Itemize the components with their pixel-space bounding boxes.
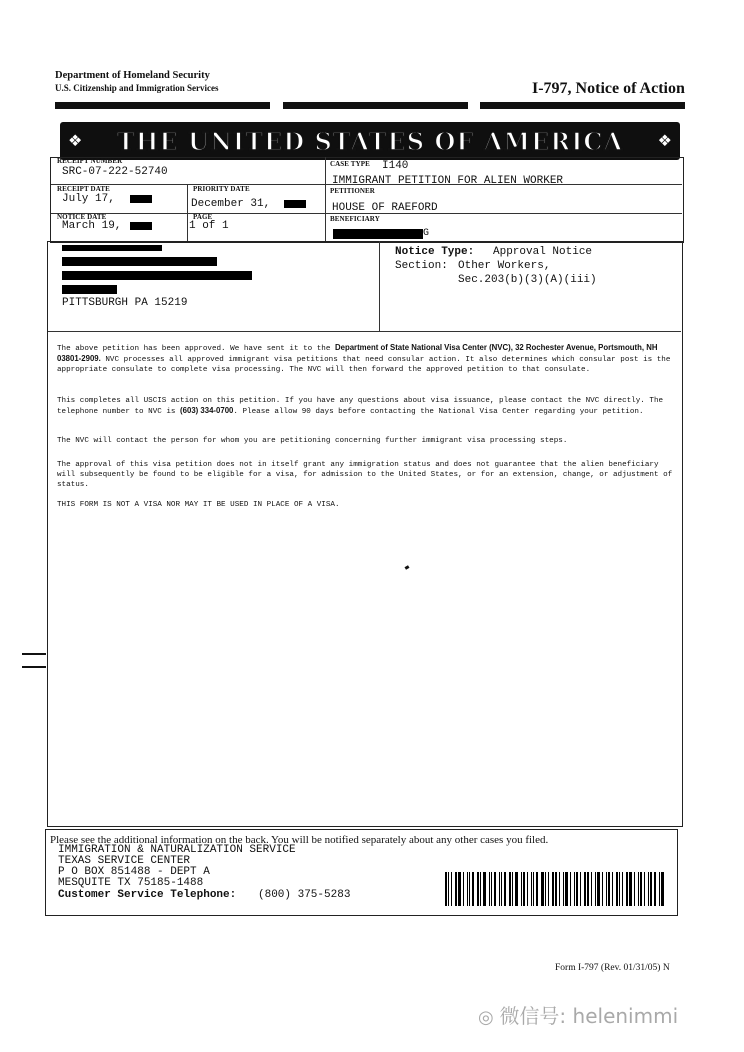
barcode-bar <box>480 872 481 906</box>
barcode <box>445 872 667 906</box>
case-type-description: IMMIGRANT PETITION FOR ALIEN WORKER <box>332 175 564 187</box>
barcode-bar <box>512 872 513 906</box>
watermark <box>478 1000 678 1029</box>
address-divider <box>379 241 380 331</box>
barcode-bar <box>574 872 575 906</box>
barcode-bar <box>533 872 534 906</box>
paragraph-not-a-visa: THIS FORM IS NOT A VISA NOR MAY IT BE USED IN PLACE OF A VISA. <box>57 501 340 509</box>
notice-body <box>47 241 683 827</box>
return-address-line-4: MESQUITE TX 75185-1488 <box>58 877 204 889</box>
petitioner-label: PETITIONER <box>330 187 375 195</box>
notice-date-value: March 19, <box>62 220 122 232</box>
barcode-bar <box>619 872 620 906</box>
receipt-number-value: SRC-07-222-52740 <box>62 166 168 178</box>
barcode-bar <box>565 872 568 906</box>
customer-service-label: Customer Service Telephone: <box>58 889 237 901</box>
paragraph-approval-text-b: NVC processes all approved immigrant visa petitions that need consular action. It also determines which consular post is the appropriate consulate to complete visa processing. The NVC will then forward the approved petition to that consulate. <box>57 356 671 374</box>
barcode-bar <box>494 872 496 906</box>
nvc-address: Department of State National Visa Center (NVC), 32 Rochester Avenue, Portsmouth, NH 03801-2909. <box>57 343 658 363</box>
redaction <box>130 222 152 230</box>
barcode-bar <box>469 872 470 906</box>
barcode-bar <box>629 872 632 906</box>
barcode-bar <box>541 872 544 906</box>
notice-date-label: NOTICE DATE <box>57 213 107 221</box>
banner-ornament-right-icon: ❖ <box>657 133 672 150</box>
barcode-bar <box>661 872 664 906</box>
barcode-bar <box>595 872 596 906</box>
barcode-bar <box>612 872 613 906</box>
page-value: 1 of 1 <box>189 220 229 232</box>
address-city-line: PITTSBURGH PA 15219 <box>62 297 188 309</box>
section-label: Section: <box>395 260 448 272</box>
paragraph-nvc-contact: The NVC will contact the person for whom you are petitioning concerning further immigrant visa processing steps. <box>57 437 568 445</box>
barcode-bar <box>531 872 532 906</box>
agency-name: Department of Homeland Security <box>55 70 210 81</box>
barcode-bar <box>591 872 592 906</box>
header-rule-middle <box>283 102 468 109</box>
petitioner-value: HOUSE OF RAEFORD <box>332 202 438 214</box>
notice-type-label: Notice Type: <box>395 246 475 258</box>
redaction <box>62 285 117 294</box>
barcode-bar <box>640 872 642 906</box>
case-type-label: CASE TYPE <box>330 160 370 168</box>
receipt-date-value: July 17, <box>62 193 115 205</box>
paragraph-approval-text-a: The above petition has been approved. We have sent it to the <box>57 345 335 353</box>
return-address-line-3: P O BOX 851488 - DEPT A <box>58 866 210 878</box>
barcode-bar <box>644 872 645 906</box>
barcode-bar <box>608 872 610 906</box>
barcode-bar <box>491 872 492 906</box>
fold-mark <box>22 666 46 668</box>
barcode-bar <box>648 872 649 906</box>
paragraph-approval <box>57 343 677 375</box>
barcode-bar <box>527 872 528 906</box>
barcode-bar <box>451 872 452 906</box>
paragraph-uscis-text-b: . Please allow 90 days before contacting the National Visa Center regarding your petition. <box>233 408 644 416</box>
footer-note: Please see the additional information on the back. You will be notified separately about any other cases you filed. <box>50 834 549 846</box>
receipt-number-label: RECEIPT NUMBER <box>57 157 123 165</box>
redaction <box>62 245 162 251</box>
notice-type-value: Approval Notice <box>493 246 593 258</box>
priority-date-value: December 31, <box>191 198 271 210</box>
grid-col-divider-main <box>325 157 326 241</box>
form-revision: Form I-797 (Rev. 01/31/05) N <box>555 963 670 973</box>
national-banner <box>60 122 680 160</box>
paragraph-uscis-text-a: This completes all USCIS action on this petition. If you have any questions about visa issuance, please contact the NVC directly. The telephone number to NVC is <box>57 397 664 416</box>
nvc-telephone: (603) 334-0700 <box>180 406 234 415</box>
barcode-bar <box>650 872 652 906</box>
return-address-line-1: IMMIGRATION & NATURALIZATION SERVICE <box>58 844 296 856</box>
barcode-bar <box>570 872 571 906</box>
fold-mark <box>22 653 46 655</box>
barcode-bar <box>659 872 660 906</box>
barcode-bar <box>536 872 538 906</box>
barcode-bar <box>445 872 447 906</box>
barcode-bar <box>463 872 464 906</box>
barcode-bar <box>638 872 639 906</box>
paragraph-disclaimer: The approval of this visa petition does not in itself grant any immigration status and does not guarantee that the alien beneficiary will subsequently be found to be eligible for a visa, for admission to the United States, or for an extension, change, or adjustment of status. <box>57 461 673 489</box>
barcode-bar <box>576 872 578 906</box>
banner-ornament-left-icon: ❖ <box>68 133 83 150</box>
beneficiary-label: BENEFICIARY <box>330 215 380 223</box>
receipt-date-label: RECEIPT DATE <box>57 185 110 193</box>
barcode-bar <box>489 872 490 906</box>
barcode-bar <box>552 872 554 906</box>
section-value: Other Workers, <box>458 260 551 272</box>
form-title: I-797, Notice of Action <box>532 80 685 97</box>
header-rule-left <box>55 102 270 109</box>
barcode-bar <box>515 872 518 906</box>
barcode-bar <box>455 872 457 906</box>
section-reference: Sec.203(b)(3)(A)(iii) <box>458 274 597 286</box>
barcode-bar <box>597 872 600 906</box>
beneficiary-value-suffix: G <box>423 228 430 239</box>
barcode-bar <box>634 872 635 906</box>
barcode-bar <box>501 872 502 906</box>
page-label: PAGE <box>193 213 213 221</box>
barcode-bar <box>622 872 623 906</box>
redaction <box>62 257 217 266</box>
barcode-bar <box>472 872 474 906</box>
grid-col-divider-dates <box>187 185 188 241</box>
barcode-bar <box>509 872 511 906</box>
barcode-bar <box>580 872 581 906</box>
barcode-bar <box>555 872 557 906</box>
barcode-bar <box>626 872 628 906</box>
wechat-icon: ◎ <box>478 1007 500 1028</box>
barcode-bar <box>587 872 589 906</box>
barcode-bar <box>477 872 479 906</box>
barcode-bar <box>504 872 506 906</box>
barcode-bar <box>563 872 564 906</box>
header-rule-right <box>480 102 685 109</box>
barcode-bar <box>602 872 603 906</box>
barcode-bar <box>523 872 525 906</box>
case-type-code: I140 <box>382 160 409 172</box>
barcode-bar <box>521 872 522 906</box>
barcode-bar <box>499 872 500 906</box>
agency-subname: U.S. Citizenship and Immigration Services <box>55 83 219 93</box>
customer-service-phone: (800) 375-5283 <box>258 889 351 901</box>
barcode-bar <box>548 872 549 906</box>
barcode-bar <box>654 872 656 906</box>
barcode-bar <box>448 872 449 906</box>
barcode-bar <box>467 872 468 906</box>
barcode-bar <box>483 872 486 906</box>
redaction <box>130 195 152 203</box>
barcode-bar <box>584 872 586 906</box>
barcode-bar <box>559 872 560 906</box>
address-bottom-divider <box>48 331 681 332</box>
barcode-bar <box>606 872 607 906</box>
barcode-bar <box>545 872 546 906</box>
watermark-text: 微信号: helenimmi <box>499 1004 679 1028</box>
return-address-line-2: TEXAS SERVICE CENTER <box>58 855 191 867</box>
redaction <box>284 200 306 208</box>
barcode-bar <box>616 872 618 906</box>
banner-text: THE UNITED STATES OF AMERICA <box>116 126 624 156</box>
priority-date-label: PRIORITY DATE <box>193 185 250 193</box>
paragraph-uscis-action <box>57 396 677 417</box>
redaction <box>62 271 252 280</box>
barcode-bar <box>458 872 461 906</box>
redaction <box>333 229 423 239</box>
